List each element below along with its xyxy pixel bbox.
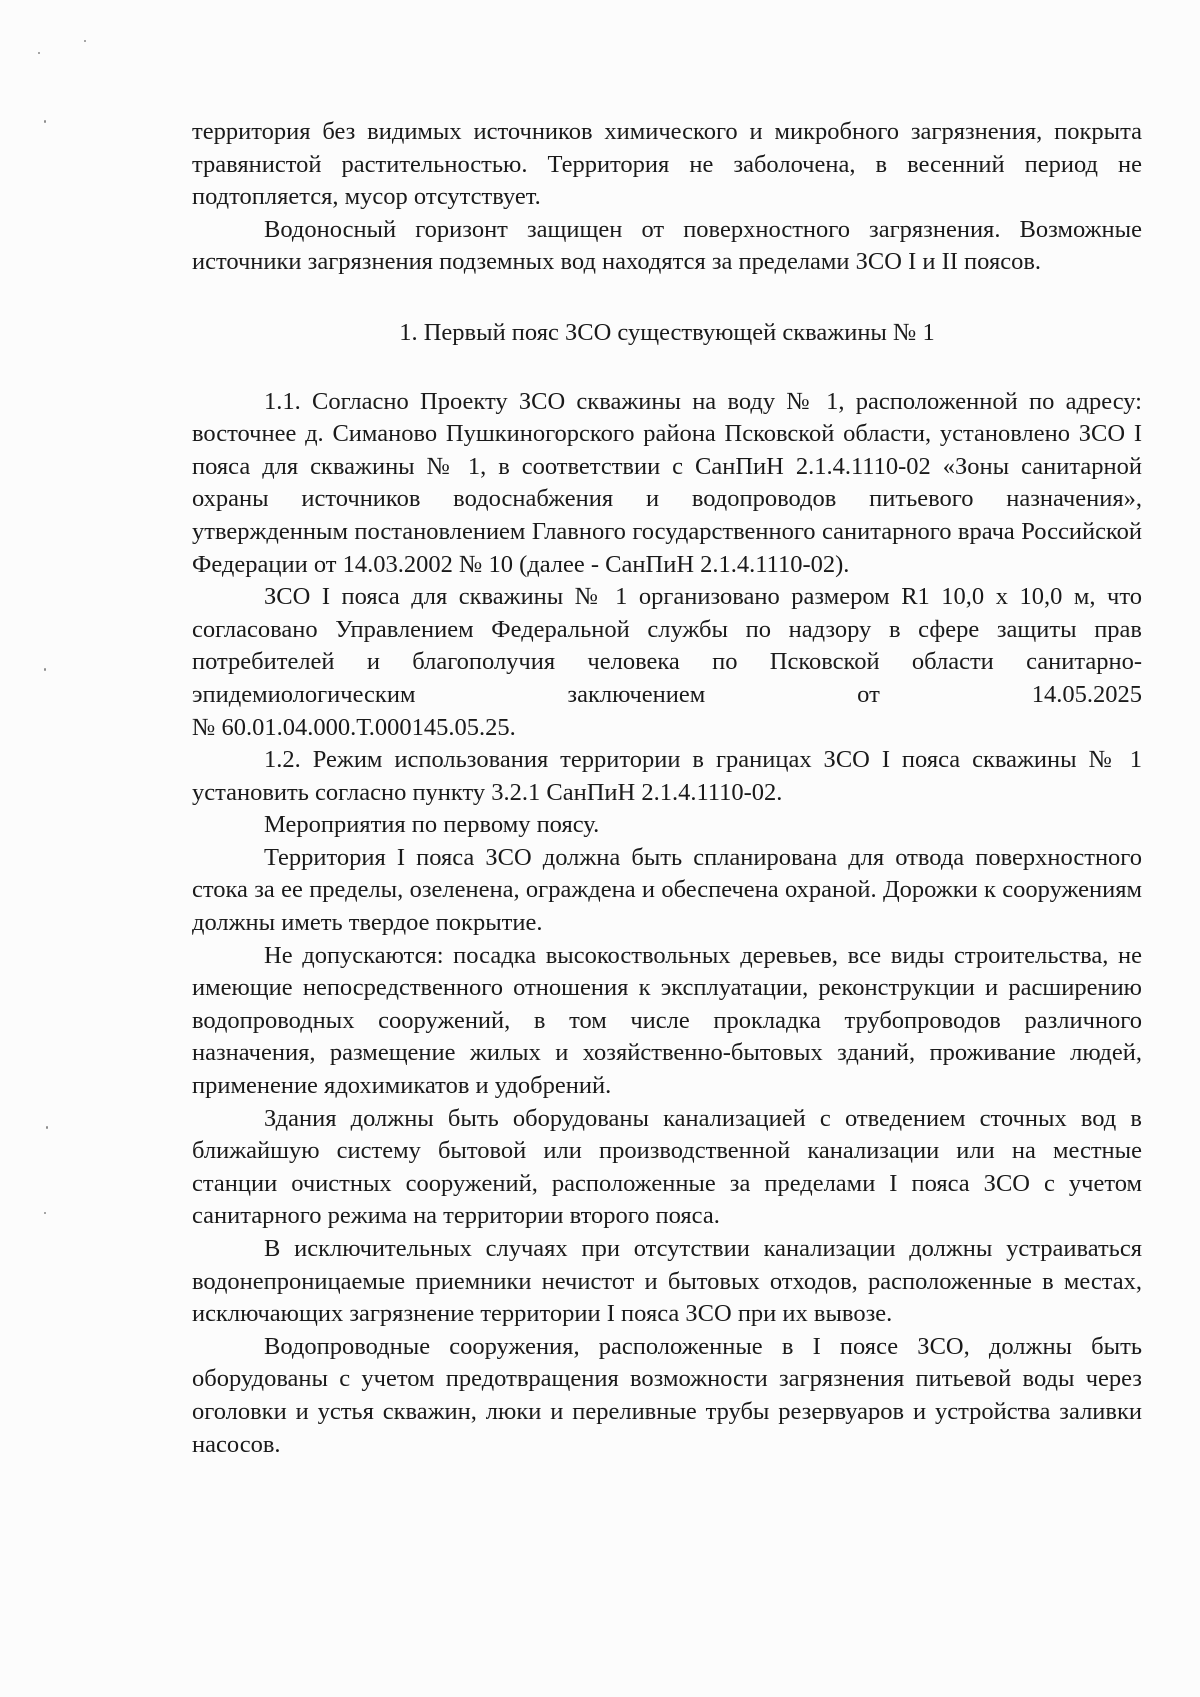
scan-speck bbox=[38, 52, 40, 54]
paragraph: № 60.01.04.000.Т.000145.05.25. bbox=[192, 713, 516, 741]
paragraph: Мероприятия по первому поясу. bbox=[264, 811, 600, 839]
document-body bbox=[192, 116, 1142, 1461]
paragraph: 1.1. Согласно Проекту ЗСО скважины на воду № 1, расположенной по адресу: восточнее д. Симаново Пушкиногорского района Псковской области, установлено ЗСО I пояса для скважины № 1, в соответствии с СанПиН 2.1.4.1110-02 «Зоны санитарной охраны источников водоснабжения и водопроводов питьевого назначения», утвержденным постановлением Главного государственного санитарного врача Российской Федерации от 14.03.2002 № 10 (далее - СанПиН 2.1.4.1110-02). bbox=[192, 387, 1142, 578]
scan-speck bbox=[44, 668, 46, 671]
paragraph: Водопроводные сооружения, расположенные в I поясе ЗСО, должны быть оборудованы с учетом предотвращения возможности загрязнения питьевой воды через оголовки и устья скважин, люки и переливные трубы резервуаров и устройства заливки насосов. bbox=[192, 1332, 1142, 1458]
paragraph: Здания должны быть оборудованы канализацией с отведением сточных вод в ближайшую систему бытовой или производственной канализации или на местные станции очистных сооружений, расположенные за пределами I пояса ЗСО с учетом санитарного режима на территории второго пояса. bbox=[192, 1104, 1142, 1230]
paragraph: 1.2. Режим использования территории в границах ЗСО I пояса скважины № 1 установить согласно пункту 3.2.1 СанПиН 2.1.4.1110-02. bbox=[192, 746, 1142, 806]
paragraph: Водоносный горизонт защищен от поверхностного загрязнения. Возможные источники загрязнения подземных вод находятся за пределами ЗСО I и II поясов. bbox=[192, 215, 1142, 276]
scan-speck bbox=[84, 40, 86, 42]
section-heading: 1. Первый пояс ЗСО существующей скважины № 1 bbox=[399, 318, 935, 346]
scan-speck bbox=[44, 1212, 46, 1214]
scan-speck bbox=[46, 1126, 48, 1129]
paragraph: В исключительных случаях при отсутствии канализации должны устраиваться водонепроницаемые приемники нечистот и бытовых отходов, расположенные в местах, исключающих загрязнение территории I пояса ЗСО при их вывозе. bbox=[192, 1235, 1142, 1328]
paragraph: Не допускаются: посадка высокоствольных деревьев, все виды строительства, не имеющие непосредственного отношения к эксплуатации, реконструкции и расширению водопроводных сооружений, в том числе прокладка трубопроводов различного назначения, размещение жилых и хозяйственно-бытовых зданий, проживание людей, применение ядохимикатов и удобрений. bbox=[192, 941, 1142, 1100]
paragraph: ЗСО I пояса для скважины № 1 организовано размером R1 10,0 х 10,0 м, что согласовано Управлением Федеральной службы по надзору в сфере защиты прав потребителей и благополучия человека по Псковской области санитарно-эпидемиологическим заключением от 14.05.2025 bbox=[192, 583, 1142, 708]
scan-speck bbox=[44, 120, 46, 123]
paragraph: территория без видимых источников химического и микробного загрязнения, покрыта травянистой растительностью. Территория не заболочена, в весенний период не подтопляется, мусор отсутствует. bbox=[192, 118, 1142, 211]
paragraph: Территория I пояса ЗСО должна быть спланирована для отвода поверхностного стока за ее пределы, озеленена, ограждена и обеспечена охраной. Дорожки к сооружениям должны иметь твердое покрытие. bbox=[192, 843, 1142, 937]
